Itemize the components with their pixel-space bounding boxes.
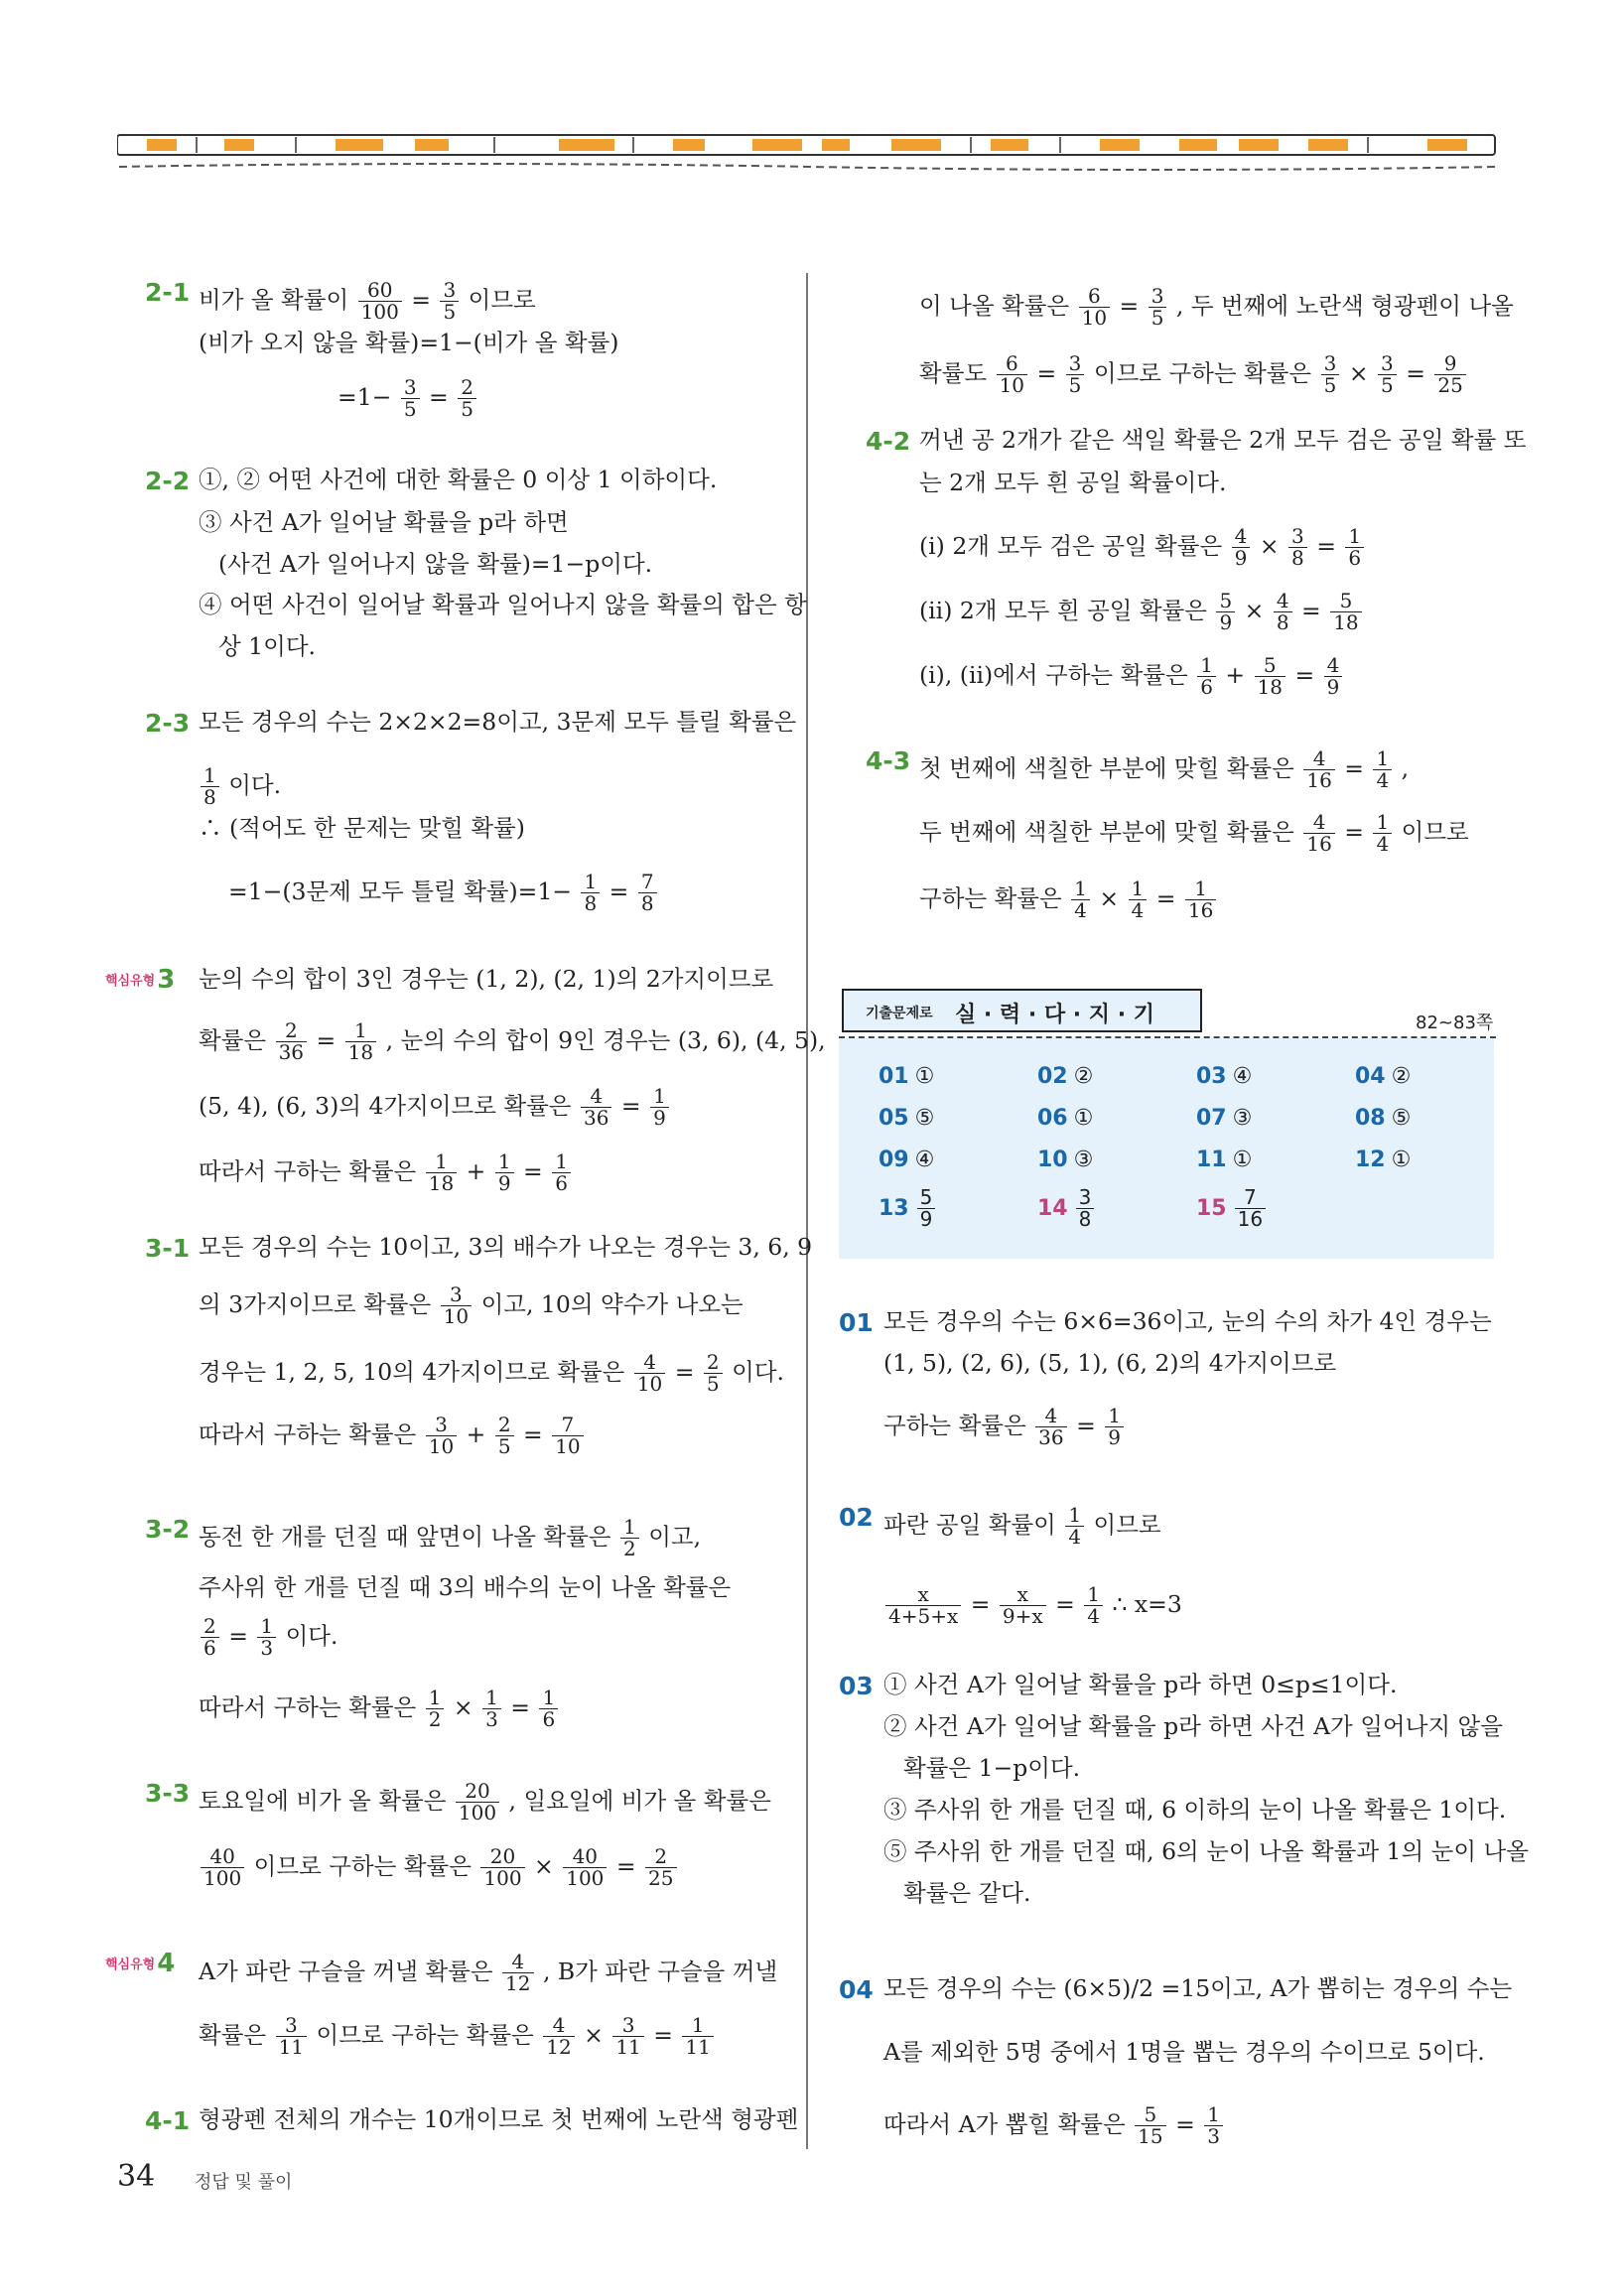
solution-line: ①, ② 어떤 사건에 대한 확률은 0 이상 1 이하이다. — [199, 466, 718, 493]
solution-line: 모든 경우의 수는 (6×5)/2 =15이고, A가 뽑히는 경우의 수는 — [883, 1974, 1513, 2002]
answer-item: 06 ① — [1037, 1106, 1094, 1131]
answer-item: 10 ③ — [1037, 1148, 1094, 1172]
answer-item: 14 $\frac{3}{8}$ — [1037, 1187, 1096, 1230]
answer-item: 02 ② — [1037, 1064, 1094, 1089]
answer-item: 04 ② — [1355, 1064, 1412, 1089]
solution-line: 확률은 1−p이다. — [903, 1754, 1081, 1782]
solution-line: (비가 오지 않을 확률)=1−(비가 올 확률) — [199, 329, 619, 356]
solution-line: 두 번째에 색칠한 부분에 맞힐 확률은 $\frac{4}{16}$ = $\frac{1}{4}$ 이므로 — [919, 810, 1469, 856]
solution-line: 구하는 확률은 $\frac{4}{36}$ = $\frac{1}{9}$ — [883, 1406, 1126, 1448]
footer-section: 정답 및 풀이 — [195, 2172, 293, 2193]
solution-line: 구하는 확률은 $\frac{1}{4}$ × $\frac{1}{4}$ = $\frac{1}{16}$ — [919, 878, 1218, 921]
problem-label: 2-1 — [145, 278, 191, 307]
answer-item: 08 ⑤ — [1355, 1106, 1412, 1131]
solution-line: $\frac{2}{6}$ = $\frac{1}{3}$ 이다. — [199, 1616, 338, 1659]
solution-line: 따라서 구하는 확률은 $\frac{3}{10}$ + $\frac{2}{5}$ = $\frac{7}{10}$ — [199, 1415, 586, 1457]
problem-label: 3-2 — [145, 1515, 191, 1544]
problem-label: 02 — [839, 1503, 874, 1532]
practice-title: 실 · 력 · 다 · 지 · 기 — [955, 1003, 1154, 1027]
answer-grid — [839, 1038, 1494, 1259]
solution-line: (5, 4), (6, 3)의 4가지이므로 확률은 $\frac{4}{36}$ = $\frac{1}{9}$ — [199, 1086, 671, 1129]
solution-line: 상 1이다. — [218, 632, 316, 660]
practice-title-prefix: 기출문제로 — [866, 1006, 933, 1021]
solution-line: 이 나올 확률은 $\frac{6}{10}$ = $\frac{3}{5}$ , 두 번째에 노란색 형광펜이 나올 — [919, 284, 1514, 330]
answer-item: 09 ④ — [879, 1148, 935, 1172]
solution-line: 주사위 한 개를 던질 때 3의 배수의 눈이 나올 확률은 — [199, 1573, 732, 1601]
solution-line: $\frac{x}{4+5+x}$ = $\frac{x}{9+x}$ = $\frac{1}{4}$ ∴ x=3 — [883, 1584, 1182, 1627]
solution-line: 토요일에 비가 올 확률은 $\frac{20}{100}$ , 일요일에 비가 올 확률은 — [199, 1779, 771, 1824]
solution-line: $\frac{40}{100}$ 이므로 구하는 확률은 $\frac{20}{100}$ × $\frac{40}{100}$ = $\frac{2}{25}$ — [199, 1846, 679, 1889]
solution-line: (ii) 2개 모두 흰 공일 확률은 $\frac{5}{9}$ × $\frac{4}{8}$ = $\frac{5}{18}$ — [919, 591, 1364, 633]
solution-line: 비가 올 확률이 $\frac{60}{100}$ = $\frac{3}{5}$ 이므로 — [199, 278, 536, 324]
solution-line: (i) 2개 모두 검은 공일 확률은 $\frac{4}{9}$ × $\frac{3}{8}$ = $\frac{1}{6}$ — [919, 526, 1366, 569]
solution-line: A가 파란 구슬을 꺼낼 확률은 $\frac{4}{12}$ , B가 파란 구슬을 꺼낼 — [199, 1950, 778, 1995]
answer-item: 05 ⑤ — [879, 1106, 935, 1131]
problem-label: 2-2 — [145, 467, 191, 495]
solution-line: ∴ (적어도 한 문제는 맞힐 확률) — [199, 814, 525, 842]
solution-line: A를 제외한 5명 중에서 1명을 뽑는 경우의 수이므로 5이다. — [883, 2038, 1485, 2066]
solution-line: 모든 경우의 수는 6×6=36이고, 눈의 수의 차가 4인 경우는 — [883, 1307, 1492, 1335]
solution-line: 동전 한 개를 던질 때 앞면이 나올 확률은 $\frac{1}{2}$ 이고, — [199, 1515, 702, 1560]
solution-line: 는 2개 모두 흰 공일 확률이다. — [919, 469, 1227, 496]
problem-label: 03 — [839, 1672, 874, 1700]
solution-line: ③ 주사위 한 개를 던질 때, 6 이하의 눈이 나올 확률은 1이다. — [883, 1796, 1507, 1823]
solution-line: =1−(3문제 모두 틀릴 확률)=1− $\frac{1}{8}$ = $\frac{7}{8}$ — [228, 872, 659, 914]
solution-line: 의 3가지이므로 확률은 $\frac{3}{10}$ 이고, 10의 약수가 나오는 — [199, 1283, 744, 1328]
problem-label: 핵심유형3 — [105, 964, 176, 995]
solution-line: 확률도 $\frac{6}{10}$ = $\frac{3}{5}$ 이므로 구하는 확률은 $\frac{3}{5}$ × $\frac{3}{5}$ = $\frac{9}{25}$ — [919, 353, 1468, 396]
solution-line: $\frac{1}{8}$ 이다. — [199, 765, 281, 808]
solution-line: ④ 어떤 사건이 일어날 확률과 일어나지 않을 확률의 합은 항 — [199, 591, 807, 618]
solution-line: 첫 번째에 색칠한 부분에 맞힐 확률은 $\frac{4}{16}$ = $\frac{1}{4}$ , — [919, 746, 1410, 792]
problem-label: 04 — [839, 1975, 874, 2004]
solution-line: 경우는 1, 2, 5, 10의 4가지이므로 확률은 $\frac{4}{10}$ = $\frac{2}{5}$ 이다. — [199, 1350, 784, 1396]
problem-label: 01 — [839, 1308, 874, 1337]
solution-line: 모든 경우의 수는 2×2×2=8이고, 3문제 모두 틀릴 확률은 — [199, 708, 797, 736]
problem-label: 3-1 — [145, 1234, 191, 1263]
problem-label: 4-3 — [866, 746, 911, 775]
answer-item: 07 ③ — [1196, 1106, 1253, 1131]
solution-line: ② 사건 A가 일어날 확률을 p라 하면 사건 A가 일어나지 않을 — [883, 1712, 1503, 1740]
page-number: 34 — [117, 2159, 156, 2194]
answer-item: 15 $\frac{7}{16}$ — [1196, 1187, 1268, 1230]
column-divider — [806, 273, 808, 2149]
solution-line: 꺼낸 공 2개가 같은 색일 확률은 2개 모두 검은 공일 확률 또 — [919, 426, 1527, 454]
solution-line: (사건 A가 일어나지 않을 확률)=1−p이다. — [218, 550, 653, 578]
answer-item: 01 ① — [879, 1064, 935, 1089]
answer-item: 03 ④ — [1196, 1064, 1253, 1089]
practice-pages: 82~83쪽 — [1416, 1013, 1494, 1033]
solution-line: (i), (ii)에서 구하는 확률은 $\frac{1}{6}$ + $\frac{5}{18}$ = $\frac{4}{9}$ — [919, 655, 1344, 698]
solution-line: 눈의 수의 합이 3인 경우는 (1, 2), (2, 1)의 2가지이므로 — [199, 965, 774, 993]
solution-line: 확률은 같다. — [903, 1879, 1031, 1907]
answer-item: 11 ① — [1196, 1148, 1253, 1172]
answer-item: 12 ① — [1355, 1148, 1412, 1172]
practice-title-box — [842, 989, 1202, 1032]
problem-label: 4-1 — [145, 2106, 191, 2135]
solution-line: 따라서 구하는 확률은 $\frac{1}{2}$ × $\frac{1}{3}$ = $\frac{1}{6}$ — [199, 1688, 560, 1730]
header-ruler — [117, 127, 1497, 177]
solution-line: 모든 경우의 수는 10이고, 3의 배수가 나오는 경우는 3, 6, 9 — [199, 1233, 813, 1261]
problem-label: 2-3 — [145, 709, 191, 738]
answer-item: 13 $\frac{5}{9}$ — [879, 1187, 937, 1230]
solution-line: 확률은 $\frac{3}{11}$ 이므로 구하는 확률은 $\frac{4}{12}$ × $\frac{3}{11}$ = $\frac{1}{11}$ — [199, 2015, 716, 2058]
solution-line: 형광펜 전체의 개수는 10개이므로 첫 번째에 노란색 형광펜 — [199, 2105, 799, 2133]
solution-line: ③ 사건 A가 일어날 확률을 p라 하면 — [199, 508, 569, 536]
problem-label: 핵심유형4 — [105, 1948, 176, 1978]
solution-line: 따라서 A가 뽑힐 확률은 $\frac{5}{15}$ = $\frac{1}{3}$ — [883, 2104, 1225, 2147]
solution-line: 따라서 구하는 확률은 $\frac{1}{18}$ + $\frac{1}{9}$ = $\frac{1}{6}$ — [199, 1151, 573, 1194]
problem-label: 3-3 — [145, 1779, 191, 1808]
solution-line: 파란 공일 확률이 $\frac{1}{4}$ 이므로 — [883, 1503, 1161, 1549]
solution-line: ⑤ 주사위 한 개를 던질 때, 6의 눈이 나올 확률과 1의 눈이 나올 — [883, 1837, 1529, 1865]
solution-line: (1, 5), (2, 6), (5, 1), (6, 2)의 4가지이므로 — [883, 1349, 1337, 1377]
solution-line: ① 사건 A가 일어날 확률을 p라 하면 0≤p≤1이다. — [883, 1671, 1398, 1698]
solution-line: 확률은 $\frac{2}{36}$ = $\frac{1}{18}$ , 눈의 수의 합이 9인 경우는 (3, 6), (4, 5), — [199, 1018, 826, 1064]
problem-label: 4-2 — [866, 427, 911, 456]
solution-line: =1− $\frac{3}{5}$ = $\frac{2}{5}$ — [338, 377, 478, 420]
